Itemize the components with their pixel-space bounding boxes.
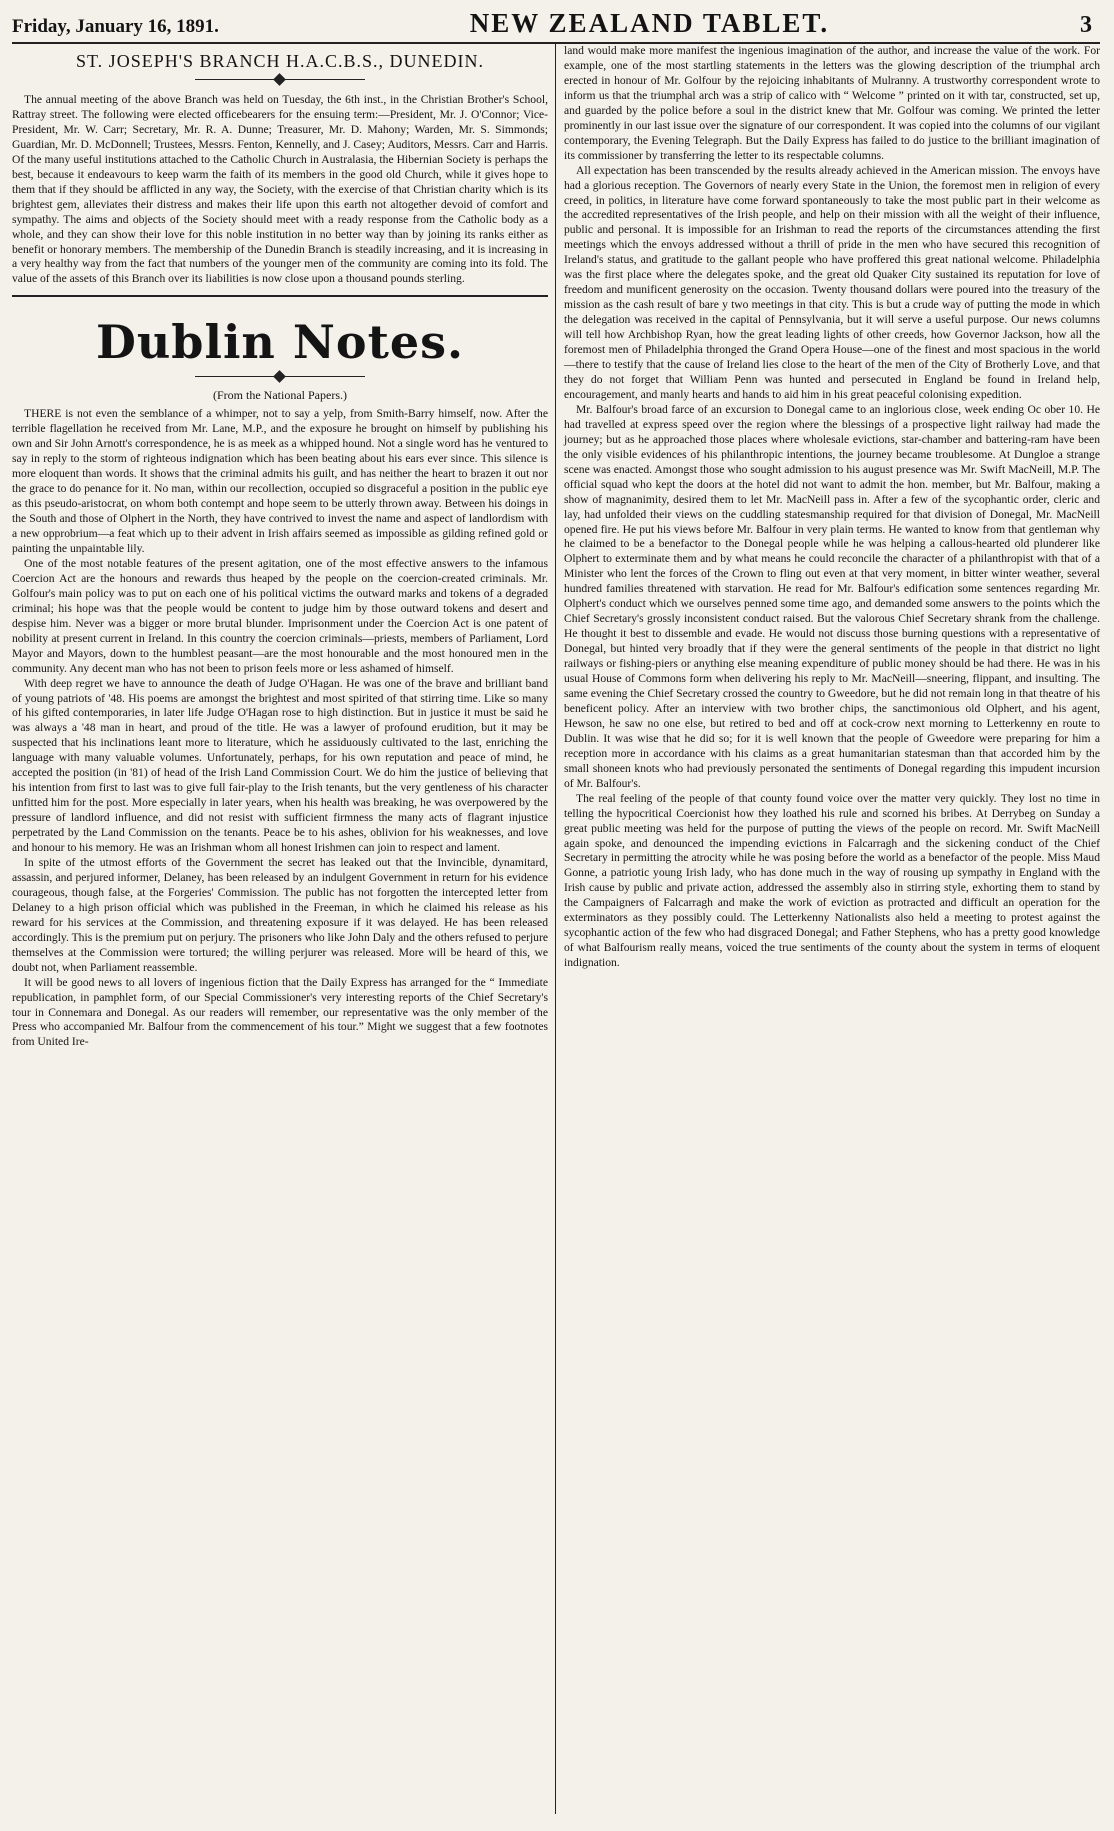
issue-date: Friday, January 16, 1891. (12, 16, 219, 37)
section-ornament (195, 372, 365, 382)
dublin-paragraph: land would make more manifest the ingenious imagination of the author, and increase the value of the work. For example, one of the most startling statements in the letters was the glowing description of the triumphal arch erected in honour of Mr. Golfour by the rejoicing inhabitants of Mulranny. A trustworthy correspondent wrote to inform us that the triumphal arch was a strip of calico with “ Welcome ” printed on it with tar, constructed, set up, and guarded by the police before a soul in the district knew that Mr. Golfour was coming. We printed the letter prominently in our last issue over the signature of our correspondent. It was copied into the columns of our vigilant contemporary, the Evening Telegraph. But the Daily Express has failed to do justice to the brilliant imagination of its commissioner by transferring the letter to its respectable columns. (564, 44, 1100, 162)
dublin-notes-source: (From the National Papers.) (213, 388, 347, 403)
dublin-paragraph: Mr. Balfour's broad farce of an excursion to Donegal came to an inglorious close, week ending Oc ober 10. He had travelled at express speed over the region where the blessings of a prospective light railway had made the journey; but as he approached those places where wholesale evictions, star-chamber and battering-ram have been the only visible evidences of his philanthropic intentions, the journey became troublesome. At Dungloe a strange scene was enacted. Amongst those who sought admission to his august presence was Mr. Swift MacNeill, M.P. The official squad who kept the doors at the hotel did not want to admit the hon. member, but Mr. Balfour, making a show of magnanimity, desired them to let Mr. MacNeill pass in. After a few of the sycophantic order, cleric and lay, had unfolded their views on the cuddling statesmanship required for that division of Donegal, Mr. MacNeill opened fire. He put his views before Mr. Balfour in very plain terms. He wanted to know from that gentleman why he claimed to be a benefactor to the Donegal people while he was helping a callous-hearted old plunderer like Olphert to exterminate them and by what means he could reconcile the character of a philanthropist with that of a Minister who lent the forces of the Crown to fling out even at that very moment, in bitter winter weather, several hundred families threatened with starvation. He read for Mr. Balfour's edification some sentences regarding Mr. Olphert's conduct which we ourselves penned some time ago, and demanded some answers to the points which the Chief Secretary's grossly inconsistent conduct raised. But the valorous Chief Secretary shrank from the challenge. He thought it best to dissemble and evade. He would not discuss those burning questions with a representative of Donegal, but hinted very broadly that if they were the general sentiments of the people in that district no light railways or fishing-piers or anything else meaning expenditure of public money should be had there. He was in his usual House of Commons form when delivering his reply to Mr. MacNeill—sneering, flippant, and insulting. The same evening the Chief Secretary crossed the country to Gweedore, but he did not remain long in that theatre of his beneficent policy. After an interview with two brother chips, the sanctimonious old Olphert, and his agent, Hewson, he saw no one else, but retired to bed and off at cock-crow next morning to Letterkenny en route to Dublin. It was wise that he did so; for it is well known that the people of Gweedore were preparing for him a reception more in accordance with his claims as a great humanitarian statesman than that accorded him by the small shoneen knots who had previously personated the sentiments of Donegal regarding this impudent incursion of Mr. Balfour's. (564, 402, 1100, 790)
headline-ornament (195, 75, 365, 85)
page-number: 3 (1080, 12, 1092, 38)
dublin-paragraph: All expectation has been transcended by the results already achieved in the American mission. The envoys have had a glorious reception. The Governors of nearly every State in the Union, the foremost men in religion of every creed, in politics, in literature have come forward spontaneously to take the most public part in their welcome as the accredited representatives of the Irish people, and help on their mission with all the weight of their influence, public and personal. It is impossible for an Irishman to read the reports of the circumstances attending the first meetings which the envoys addressed without a thrill of pride in the men who have secured this recognition of Ireland's status, and gratitude to the gallant people who have proffered this great national welcome. Philadelphia was the first place where the delegates spoke, and the great old Quaker City sustained its reputation for love of freedom and munificent generosity on the occasion. Twenty thousand dollars were poured into the treasury of the mission as the cash result of bare y two meetings in that city. This is but a crude way of putting the mode in which the delegation was received in the capital of Pennsylvania, but it will serve a useful purpose. Our news columns will tell how Archbishop Ryan, how the great leading lights of other creeds, how Governor Jackson, how all the foremost men of Philadelphia thronged the Grand Opera House—one of the finest and most spacious in the world—there to testify that the cause of Ireland lies close to the heart of the men of the City of Brotherly Love, and that they do not forget that William Penn was hunted and persecuted in England be found in Ireland help, encouragement, and manly hearts and hands to aid him in his great peaceful colonising expedition. (564, 163, 1100, 401)
dublin-paragraph: THERE is not even the semblance of a whimper, not to say a yelp, from Smith-Barry himself, now. After the terrible flagellation he received from Mr. Lane, M.P., and the exposure he brought on himself by publishing his own and Sir John Arnott's correspondence, he is as meek as a whipped hound. Not a single word has he ventured to say in reply to the storm of righteous indignation which has been beating about his ears ever since. This silence is more eloquent than words. It shows that the criminal admits his guilt, and has neither the heart to brazen it out nor the grace to do penance for it. No man, within our recollection, occupied so disgraceful a position in the public eye as this pseudo-aristocrat, on whom both contempt and hope seem to be utterly thrown away. Between his doings in the South and those of Olphert in the North, they have contrived to invest the name and aspect of landlordism with a new opprobrium—a feat which up to their advent in Irish affairs seemed as impossible as gilding refined gold or painting the unpaintable lily. (12, 407, 548, 555)
section-divider (12, 295, 548, 297)
dublin-paragraph: In spite of the utmost efforts of the Government the secret has leaked out that the Invincible, dynamitard, assassin, and perjured informer, Delaney, has been released by an indulgent Government in return for his evidence courageous, though false, at the Forgeries' Commission. The public has not forgotten the intercepted letter from Delaney to a high prison official which was published in the Freeman, in which he claimed his release as his reward for his services at the Commission, and threatening exposure if it was delayed. He has been released accordingly. This is the premium put on perjury. The prisoners who like John Daly and the others refused to perjure themselves at the Commission were tortured; the willing perjurer was released. More will be heard of this, we doubt not, when Parliament reassemble. (12, 855, 548, 974)
right-column (556, 44, 1100, 1814)
newspaper-title: NEW ZEALAND TABLET. (469, 8, 830, 38)
branch-article-body: The annual meeting of the above Branch was held on Tuesday, the 6th inst., in the Christian Brother's School, Rattray street. The following were elected officebearers for the ensuing term:—President, Mr. J. O'Connor; Vice-President, Mr. W. Carr; Secretary, Mr. R. A. Dunne; Treasurer, Mr. D. Mahony; Warden, Mr. S. Simmonds; Guardian, Mr. D. McDonnell; Trustees, Messrs. Fenton, Kennelly, and J. Casey; Auditors, Messrs. Carr and Harris. Of the many useful institutions attached to the Catholic Church in Australasia, the Hibernian Society is perhaps the best, because it endeavours to keep warm the faith of its members in the good old Church, while it gives hope to them that if they should be afflicted in any way, the Society, with the exercise of that Christian charity which is its brightest gem, alleviates their distress and makes their life upon this earth not altogether devoid of comfort and sympathy. The aims and objects of the Society should meet with a ready response from the Catholic body as a whole, and they can show their love for this noble institution in no better way than by joining its ranks either as benefit or honorary members. The membership of the Dunedin Branch is steadily increasing, and it is increasing in a very healthy way from the fact that numbers of the younger men of the community are coming into its fold. The value of the assets of this Branch over its liabilities is now close upon a thousand pounds sterling. (12, 93, 548, 286)
branch-headline: ST. JOSEPH'S BRANCH H.A.C.B.S., DUNEDIN. (76, 51, 484, 71)
left-column (12, 44, 555, 1814)
masthead (12, 8, 1100, 42)
dublin-paragraph: The real feeling of the people of that county found voice over the matter very quickly. They lost no time in telling the hypocritical Coercionist how they loathed his rule and scorned his bribes. At Derrybeg on Sunday a great public meeting was held for the purpose of putting the views of the people on record. Mr. Swift MacNeill again spoke, and denounced the impending evictions in Falcarragh and the sickening conduct of the Chief Secretary in permitting the atrocity while he was posing before the world as a benefactor of the people. Miss Maud Gonne, a patriotic young Irish lady, who has done much in the way of rousing up sympathy in England with the Irish cause by public and private action, addressed the assembly also in stirring style, exhorting them to stand by the Campaigners of Falcarragh and make the work of eviction as protracted and difficult an operation for the exterminators as they possibly could. The Letterkenny Nationalists also held a meeting to protest against the sycophantic action of the few who had disgraced Donegal; and Father Stephens, who has a pretty good knowledge of what Balfourism really means, voiced the true sentiments of the county about the system in terms of eloquent indignation. (564, 791, 1100, 970)
article-columns (12, 44, 1100, 1814)
dublin-notes-heading: Dublin Notes. (95, 315, 465, 370)
dublin-paragraph: With deep regret we have to announce the death of Judge O'Hagan. He was one of the brave and brilliant band of young patriots of '48. His poems are amongst the brightest and most spirited of that stirring time. Like so many of his gifted contemporaries, in later life Judge O'Hagan rose to high distinction. But in justice it must be said he was always a '48 man in heart, and proud of the title. He was a lawyer of profound erudition, but it may be suspected that his inclinations leant more to literature, which he assiduously cultivated to the last, enriching the language with many valuable volumes. Unfortunately, perhaps, for his own reputation and peace of mind, he accepted the position (in '81) of head of the Irish Land Commission Court. We do him the justice of believing that his intention from first to last was to give full fair-play to the Irish tenants, but the very gentleness of his character unfitted him for the post. More especially in later years, when his health was breaking, he was overpowered by the pressure of landlord influence, and did not resist with sufficient firmness the many acts of flagrant injustice perpetrated by the Land Commission on the tenants. Peace be to his ashes, oblivion for his weaknesses, and love and honour to his memory. He was an Irishman whom all honest Irishmen can join to respect and lament. (12, 676, 548, 855)
dublin-paragraph: It will be good news to all lovers of ingenious fiction that the Daily Express has arranged for the “ Immediate republication, in pamphlet form, of our Special Commissioner's very interesting reports of the Chief Secretary's tour in Connemara and Donegal. As our readers will remember, our representative was the only member of the Press who accompanied Mr. Balfour from the commencement of his tour.” Might we suggest that a few footnotes from United Ire- (12, 975, 548, 1049)
dublin-paragraph: One of the most notable features of the present agitation, one of the most effective answers to the infamous Coercion Act are the honours and rewards thus heaped by the people on the coercion-created criminals. Mr. Golfour's main policy was to put on each one of his political victims the outward marks and tokens of a degraded criminal; his hope was that the people would be content to judge him by those outward tokens and desert and despise him. Never was a bigger or more brutal blunder. Imprisonment under the Coercion Act is one patent of nobility at present current in Ireland. In this country the coercion criminals—priests, members of Parliament, Lord Mayor and Mayors, down to the humblest peasant—are the most honourable and the most honoured men in the community. Any decent man who has not been to prison feels more or less ashamed of himself. (12, 556, 548, 675)
